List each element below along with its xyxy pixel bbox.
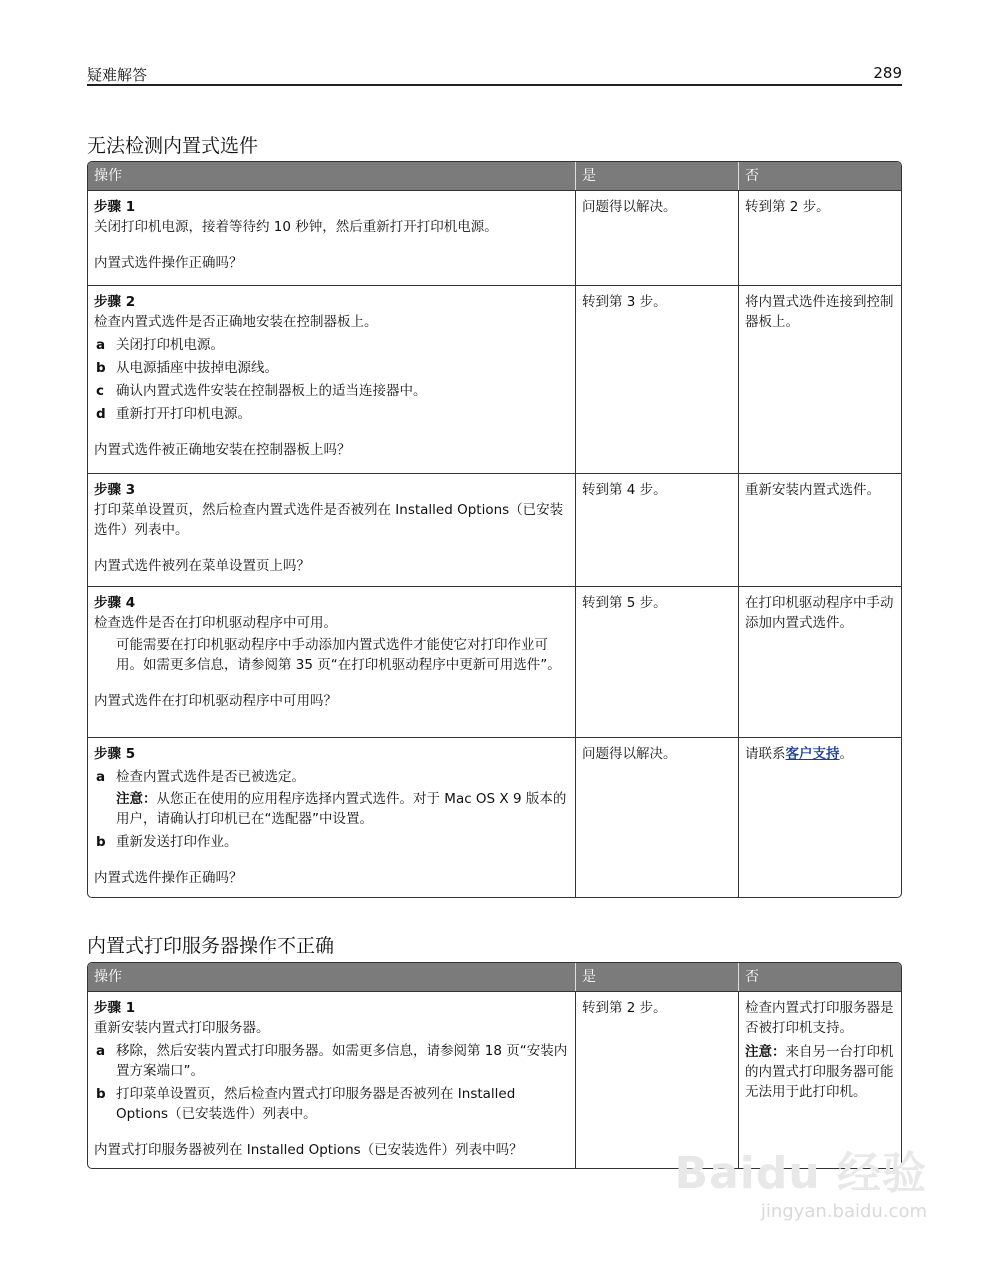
step-label: 步骤 3 [94, 482, 136, 498]
col-action: 操作 [88, 963, 576, 991]
no-cell: 重新安装内置式选件。 [745, 482, 880, 498]
page-header [87, 62, 902, 86]
action-cell [88, 738, 576, 897]
step-question: 内置式选件操作正确吗？ [94, 255, 243, 271]
watermark [675, 1137, 927, 1222]
no-cell: 将内置式选件连接到控制器板上。 [745, 294, 894, 330]
step-text: 检查内置式选件是否正确地安装在控制器板上。 [94, 314, 378, 330]
watermark-url: jingyan.baidu.com [760, 1201, 927, 1222]
section-title-2: 内置式打印服务器操作不正确 [87, 935, 335, 957]
list-item: c 确认内置式选件安装在控制器板上的适当连接器中。 [96, 383, 427, 399]
yes-cell: 转到第 2 步。 [576, 992, 739, 1168]
yes-cell: 问题得以解决。 [576, 738, 739, 897]
note: 注意：从您正在使用的应用程序选择内置式选件。对于 Mac OS X 9 版本的用户，请确认打印机已在“选配器”中设置。 [116, 791, 567, 827]
col-yes: 是 [576, 963, 739, 991]
page-number: 289 [873, 64, 902, 82]
troubleshoot-table-1 [87, 161, 902, 898]
table-row [88, 473, 901, 586]
list-item: b 重新发送打印作业。 [96, 834, 238, 850]
no-cell: 在打印机驱动程序中手动添加内置式选件。 [745, 595, 894, 631]
no-cell: 检查内置式打印服务器是否被打印机支持。 注意：来自另一台打印机的内置式打印服务器可能无法用于此打印机。 [745, 1000, 894, 1100]
list-item: a 移除，然后安装内置式打印服务器。如需更多信息，请参阅第 18 页“安装内置方案端口”。 [96, 1043, 568, 1079]
step-label: 步骤 5 [94, 746, 136, 762]
step-label: 步骤 1 [94, 1000, 136, 1016]
yes-cell: 转到第 3 步。 [576, 286, 739, 473]
list-item: b 从电源插座中拔掉电源线。 [96, 360, 278, 376]
customer-support-link[interactable]: 客户支持 [785, 746, 840, 762]
step-text: 打印菜单设置页，然后检查内置式选件是否被列在 Installed Options（已安装选件）列表中。 [94, 502, 564, 538]
step-question: 内置式选件被正确地安装在控制器板上吗？ [94, 442, 351, 458]
action-cell [88, 286, 576, 473]
table-row [88, 737, 901, 897]
table-row [88, 190, 901, 285]
step-detail: 可能需要在打印机驱动程序中手动添加内置式选件才能使它对打印作业可用。如需更多信息，请参阅第 35 页“在打印机驱动程序中更新可用选件”。 [116, 637, 561, 673]
section-name: 疑难解答 [87, 66, 148, 84]
yes-cell: 问题得以解决。 [576, 191, 739, 285]
yes-cell: 转到第 5 步。 [576, 587, 739, 737]
yes-cell: 转到第 4 步。 [576, 474, 739, 586]
col-yes: 是 [576, 162, 739, 190]
step-question: 内置式选件操作正确吗？ [94, 870, 243, 886]
step-question: 内置式打印服务器被列在 Installed Options（已安装选件）列表中吗？ [94, 1142, 523, 1158]
list-item: d 重新打开打印机电源。 [96, 406, 251, 422]
step-question: 内置式选件被列在菜单设置页上吗？ [94, 558, 310, 574]
table-row [88, 285, 901, 473]
col-no: 否 [745, 969, 759, 985]
step-text: 重新安装内置式打印服务器。 [94, 1020, 270, 1036]
step-question: 内置式选件在打印机驱动程序中可用吗？ [94, 693, 337, 709]
section-title-1: 无法检测内置式选件 [87, 135, 259, 157]
action-cell [88, 191, 576, 285]
list-item: a 关闭打印机电源。 [96, 337, 224, 353]
step-label: 步骤 4 [94, 595, 136, 611]
baidu-logo: Baidu 经验 [674, 1148, 927, 1199]
table-header [88, 162, 901, 190]
list-item: a 检查内置式选件是否已被选定。 [96, 769, 305, 785]
no-cell: 转到第 2 步。 [745, 199, 830, 215]
step-text: 关闭打印机电源，接着等待约 10 秒钟，然后重新打开打印机电源。 [94, 219, 498, 235]
step-label: 步骤 1 [94, 199, 136, 215]
step-text: 检查选件是否在打印机驱动程序中可用。 [94, 615, 337, 631]
note: 注意：来自另一台打印机的内置式打印服务器可能无法用于此打印机。 [745, 1044, 894, 1100]
col-no: 否 [745, 168, 759, 184]
table-row [88, 586, 901, 737]
action-cell [88, 474, 576, 586]
no-cell: 请联系客户支持。 [745, 746, 853, 762]
step-label: 步骤 2 [94, 294, 136, 310]
action-cell [88, 587, 576, 737]
list-item: b 打印菜单设置页，然后检查内置式打印服务器是否被列在 Installed Options（已安装选件）列表中。 [96, 1086, 516, 1122]
col-action: 操作 [88, 162, 576, 190]
table-header [88, 963, 901, 991]
action-cell [88, 992, 576, 1168]
